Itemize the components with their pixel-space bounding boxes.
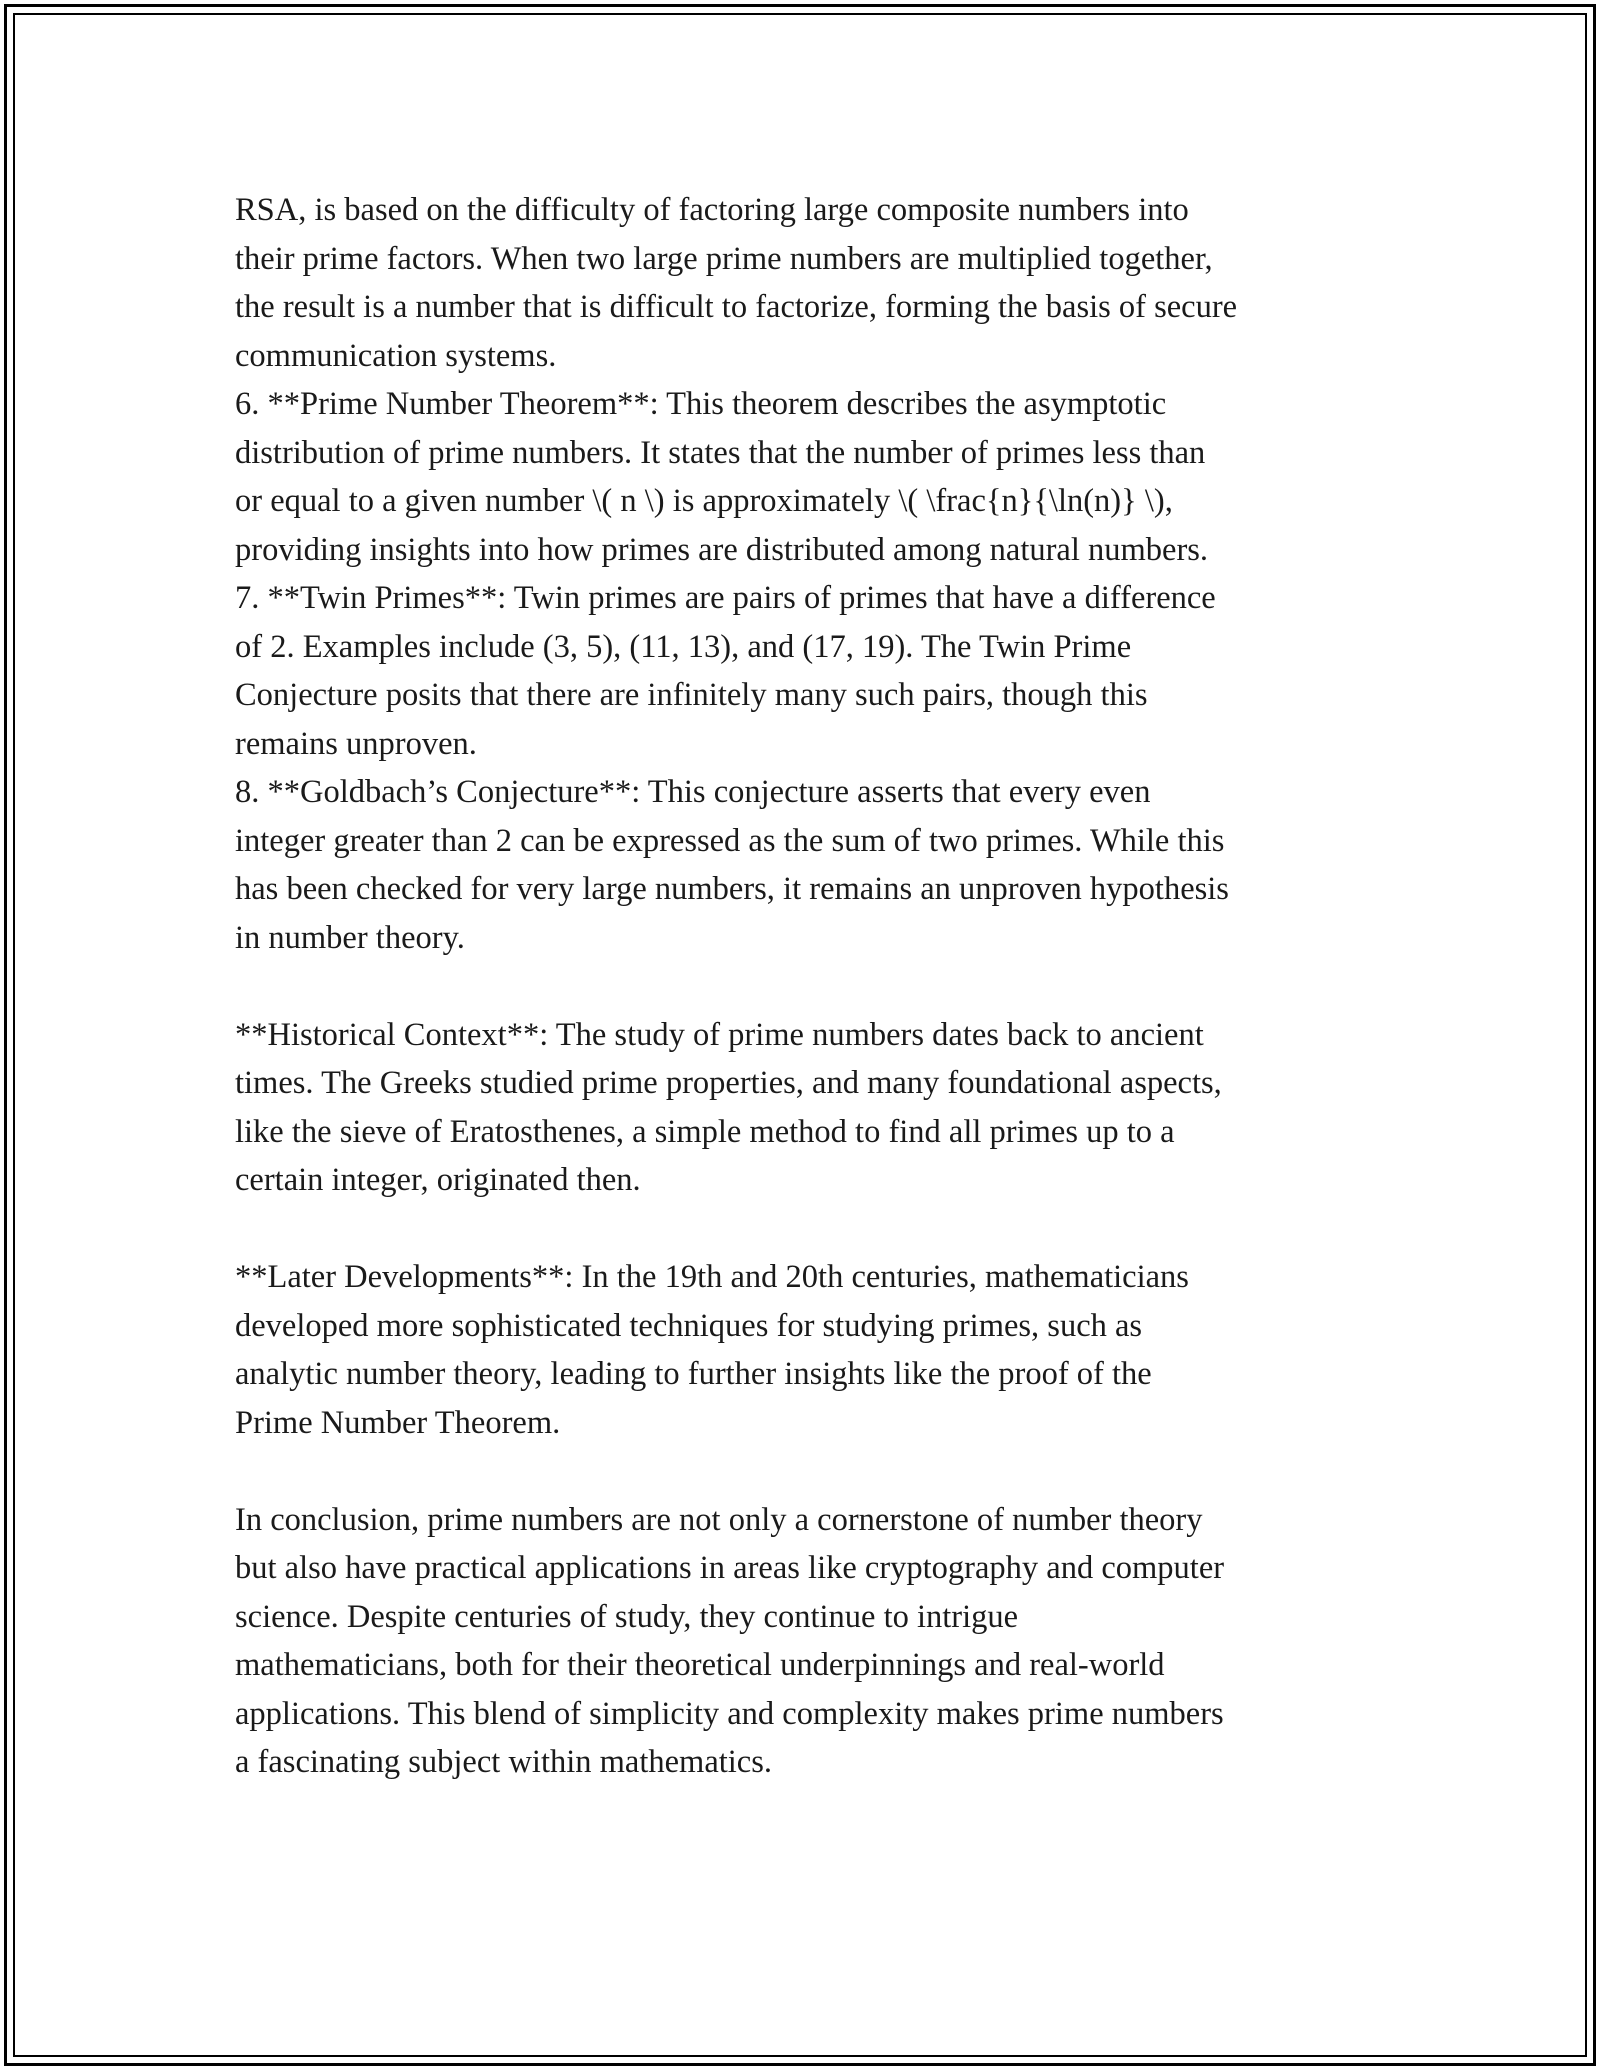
text-line: science. Despite centuries of study, they continue to intrigue xyxy=(235,1598,1019,1635)
text-line: has been checked for very large numbers, it remains an unproven hypothesis xyxy=(235,871,1229,907)
text-line: a fascinating subject within mathematics. xyxy=(235,1744,772,1780)
text-line: certain integer, originated then. xyxy=(235,1162,641,1198)
text-line: in number theory. xyxy=(235,919,465,956)
text-line: applications. This blend of simplicity and complexity makes prime numbers xyxy=(235,1695,1224,1732)
text-line: distribution of prime numbers. It states that the number of primes less than xyxy=(235,434,1206,471)
text-line: like the sieve of Eratosthenes, a simple method to find all primes up to a xyxy=(235,1113,1175,1150)
text-line: 6. **Prime Number Theorem**: This theorem describes the asymptotic xyxy=(235,386,1167,422)
paragraph-spacer xyxy=(235,1205,1375,1254)
text-line: or equal to a given number \( n \) is approximately \( \frac{n}{\ln(n)} \), xyxy=(235,483,1173,519)
list-item-goldbach-conjecture xyxy=(235,768,1375,962)
text-line: mathematicians, both for their theoretical underpinnings and real-world xyxy=(235,1647,1165,1683)
text-line: integer greater than 2 can be expressed as the sum of two primes. While this xyxy=(235,822,1225,859)
text-line: **Later Developments**: In the 19th and 20th centuries, mathematicians xyxy=(235,1259,1189,1295)
text-line: RSA, is based on the difficulty of factoring large composite numbers into xyxy=(235,192,1189,228)
text-line: **Historical Context**: The study of prime numbers dates back to ancient xyxy=(235,1016,1204,1053)
text-line: their prime factors. When two large prime numbers are multiplied together, xyxy=(235,240,1213,277)
text-line: times. The Greeks studied prime properties, and many foundational aspects, xyxy=(235,1065,1222,1101)
paragraph-historical-context xyxy=(235,1011,1375,1205)
text-line: but also have practical applications in areas like cryptography and computer xyxy=(235,1550,1225,1586)
text-line: providing insights into how primes are distributed among natural numbers. xyxy=(235,531,1209,568)
text-line: 8. **Goldbach’s Conjecture**: This conjecture asserts that every even xyxy=(235,774,1151,810)
text-line: the result is a number that is difficult to factorize, forming the basis of secure xyxy=(235,289,1238,325)
paragraph-spacer xyxy=(235,1447,1375,1496)
list-item-twin-primes xyxy=(235,574,1375,768)
text-line: developed more sophisticated techniques for studying primes, such as xyxy=(235,1307,1143,1344)
text-line: remains unproven. xyxy=(235,725,477,762)
text-line: of 2. Examples include (3, 5), (11, 13), and (17, 19). The Twin Prime xyxy=(235,628,1132,665)
text-line: analytic number theory, leading to further insights like the proof of the xyxy=(235,1356,1152,1392)
paragraph-later-developments xyxy=(235,1253,1375,1447)
text-line: communication systems. xyxy=(235,337,557,374)
text-line: Conjecture posits that there are infinitely many such pairs, though this xyxy=(235,677,1148,713)
text-line: 7. **Twin Primes**: Twin primes are pairs of primes that have a difference xyxy=(235,580,1216,616)
paragraph-conclusion xyxy=(235,1496,1375,1787)
document-body xyxy=(235,186,1375,1787)
text-line: Prime Number Theorem. xyxy=(235,1404,561,1441)
paragraph-spacer xyxy=(235,962,1375,1011)
list-item-prime-number-theorem xyxy=(235,380,1375,574)
text-line: In conclusion, prime numbers are not only a cornerstone of number theory xyxy=(235,1501,1203,1538)
paragraph-rsa xyxy=(235,186,1375,380)
